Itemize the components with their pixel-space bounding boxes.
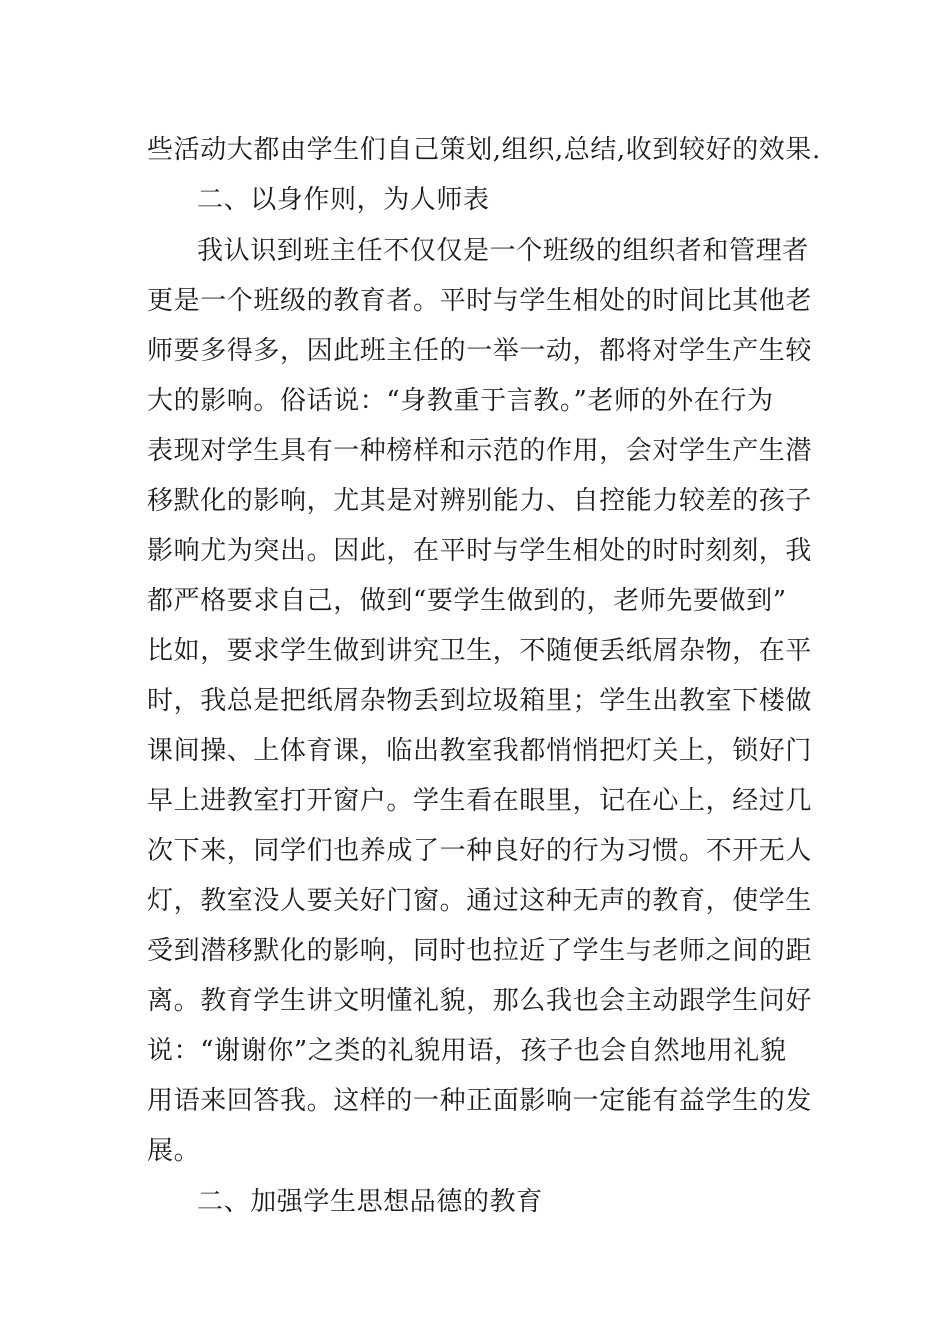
paragraph-line: 用语来回答我。这样的一种正面影响一定能有益学生的发 (147, 1086, 813, 1116)
section-heading: 二、加强学生思想品德的教育 (197, 1187, 543, 1217)
paragraph-line: 移默化的影响，尤其是对辨别能力、自控能力较差的孩子 (147, 486, 813, 516)
paragraph-line: 影响尤为突出。因此，在平时与学生相处的时时刻刻，我 (147, 536, 813, 566)
paragraph-line: 离。教育学生讲文明懂礼貌，那么我也会主动跟学生问好 (147, 986, 813, 1016)
paragraph-line: 师要多得多，因此班主任的一举一动，都将对学生产生较 (147, 336, 813, 366)
paragraph-line: 大的影响。俗话说：“身教重于言教。”老师的外在行为 (147, 386, 774, 416)
paragraph-line: 时，我总是把纸屑杂物丢到垃圾箱里；学生出教室下楼做 (147, 686, 813, 716)
paragraph-line: 课间操、上体育课，临出教室我都悄悄把灯关上，锁好门 (147, 736, 813, 766)
paragraph-line: 比如，要求学生做到讲究卫生，不随便丢纸屑杂物，在平 (147, 636, 813, 666)
paragraph-line: 次下来，同学们也养成了一种良好的行为习惯。不开无人 (147, 836, 813, 866)
section-heading: 二、以身作则，为人师表 (197, 185, 490, 215)
paragraph-line: 展。 (147, 1136, 201, 1166)
paragraph-line: 我认识到班主任不仅仅是一个班级的组织者和管理者 (197, 236, 809, 266)
paragraph-line: 表现对学生具有一种榜样和示范的作用，会对学生产生潜 (147, 436, 813, 466)
paragraph-line: 灯，教室没人要关好门窗。通过这种无声的教育，使学生 (147, 886, 813, 916)
paragraph-line: 受到潜移默化的影响，同时也拉近了学生与老师之间的距 (147, 936, 813, 966)
paragraph-line: 早上进教室打开窗户。学生看在眼里，记在心上，经过几 (147, 786, 813, 816)
paragraph-line: 说：“谢谢你”之类的礼貌用语，孩子也会自然地用礼貌 (147, 1036, 787, 1066)
paragraph-line: 些活动大都由学生们自己策划,组织,总结,收到较好的效果. (147, 135, 821, 165)
paragraph-line: 更是一个班级的教育者。平时与学生相处的时间比其他老 (147, 286, 813, 316)
paragraph-line: 都严格要求自己，做到“要学生做到的，老师先要做到” (147, 586, 787, 616)
